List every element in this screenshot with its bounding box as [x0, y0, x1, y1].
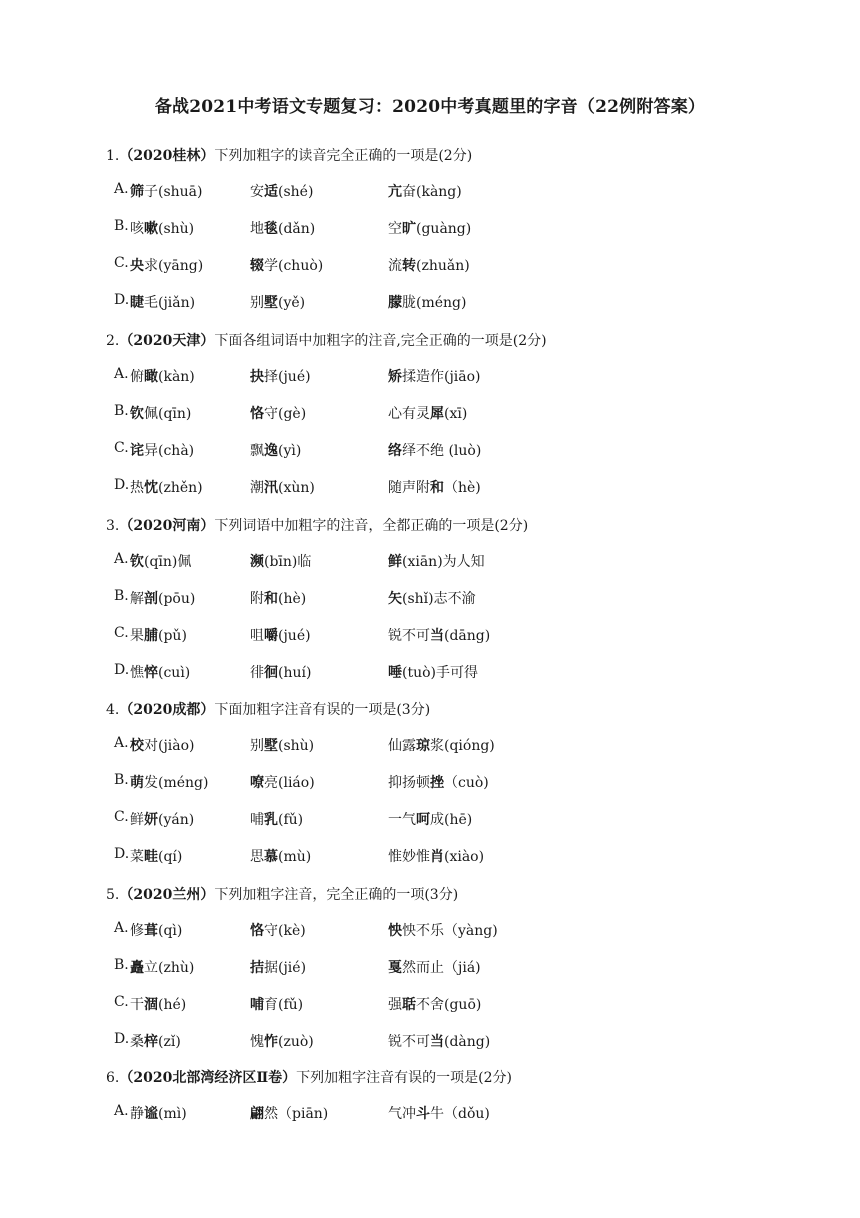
- option-label: B.: [114, 588, 129, 604]
- question-stem: [106, 515, 528, 535]
- bold-character: 梓: [144, 1034, 158, 1050]
- bold-character: 萌: [130, 775, 144, 791]
- document-title: 备战2021中考语文专题复习：2020中考真题里的字音（22例附答案）: [154, 97, 706, 117]
- option-word: 抑扬顿挫（cuò): [388, 775, 489, 791]
- bold-character: 琼: [416, 738, 430, 754]
- question-number: 5.: [106, 887, 120, 903]
- option-word: 戛然而止（jiá): [388, 960, 481, 976]
- option-word: 徘徊(huí): [250, 665, 312, 681]
- question-source: （2020桂林）: [119, 148, 215, 164]
- option-word: 愧怍(zuò): [250, 1034, 314, 1050]
- option-label: A.: [114, 181, 129, 197]
- question-stem: [106, 330, 547, 350]
- bold-character: 恪: [250, 406, 264, 422]
- option-word: 矢(shǐ)志不渝: [388, 591, 476, 607]
- option-word: 菜畦(qí): [130, 849, 183, 865]
- option-label: A.: [114, 1103, 129, 1119]
- option-label: B.: [114, 772, 129, 788]
- option-word: 诧异(chà): [130, 443, 195, 459]
- bold-character: 当: [430, 628, 444, 644]
- bold-character: 哺: [250, 997, 264, 1013]
- bold-character: 墅: [264, 738, 278, 754]
- question-text: 下面各组词语中加粗字的注音,完全正确的一项是(2分): [214, 333, 547, 349]
- question-number: 2.: [106, 333, 120, 349]
- bold-character: 肖: [430, 849, 444, 865]
- option-label: A.: [114, 551, 129, 567]
- bold-character: 和: [264, 591, 278, 607]
- option-word: 一气呵成(hē): [388, 812, 473, 828]
- option-word: 校对(jiào): [130, 738, 195, 754]
- option-label: B.: [114, 403, 129, 419]
- question-text: 下列词语中加粗字的注音，全都正确的一项是(2分): [214, 518, 529, 534]
- option-word: 抉择(jué): [250, 369, 311, 385]
- option-label: C.: [114, 255, 129, 271]
- bold-character: 濒: [250, 554, 264, 570]
- option-word: 强聒不舍(guō): [388, 997, 482, 1013]
- question-source: （2020北部湾经济区Ⅱ卷）: [119, 1070, 297, 1086]
- option-word: 桑梓(zǐ): [130, 1034, 181, 1050]
- option-word: 唾(tuò)手可得: [388, 665, 478, 681]
- option-label: A.: [114, 366, 129, 382]
- question-text: 下列加粗字的读音完全正确的一项是(2分): [214, 148, 473, 164]
- bold-character: 鲜: [388, 554, 402, 570]
- question-stem: [106, 699, 430, 719]
- option-word: 修葺(qì): [130, 923, 183, 939]
- option-word: 嘹亮(liáo): [250, 775, 315, 791]
- option-word: 鲜(xiān)为人知: [388, 554, 485, 570]
- bold-character: 钦: [130, 554, 144, 570]
- option-word: 空旷(guàng): [388, 221, 472, 237]
- option-word: 筛子(shuā): [130, 184, 203, 200]
- option-word: 络绎不绝 (luò): [388, 443, 482, 459]
- option-word: 朦胧(méng): [388, 295, 467, 311]
- option-word: 哺育(fǔ): [250, 997, 304, 1013]
- option-word: 热忱(zhěn): [130, 480, 203, 496]
- bold-character: 嗽: [144, 221, 158, 237]
- option-word: 果脯(pǔ): [130, 628, 187, 644]
- option-word: 恪守(gè): [250, 406, 307, 422]
- question-text: 下列加粗字注音有误的一项是(2分): [296, 1070, 512, 1086]
- bold-character: 聒: [402, 997, 416, 1013]
- option-label: D.: [114, 1031, 130, 1047]
- option-label: B.: [114, 218, 129, 234]
- bold-character: 亢: [388, 184, 402, 200]
- option-word: 咳嗽(shù): [130, 221, 195, 237]
- option-word: 别墅(shù): [250, 738, 315, 754]
- option-word: 央求(yāng): [130, 258, 204, 274]
- option-word: 流转(zhuǎn): [388, 258, 470, 274]
- bold-character: 矗: [130, 960, 144, 976]
- bold-character: 悴: [144, 665, 158, 681]
- option-word: 憔悴(cuì): [130, 665, 191, 681]
- question-number: 1.: [106, 148, 120, 164]
- bold-character: 络: [388, 443, 402, 459]
- bold-character: 嚼: [264, 628, 278, 644]
- option-label: C.: [114, 994, 129, 1010]
- bold-character: 恪: [250, 923, 264, 939]
- option-word: 锐不可当(dàng): [388, 1034, 491, 1050]
- bold-character: 怍: [264, 1034, 278, 1050]
- option-word: 辍学(chuò): [250, 258, 324, 274]
- option-label: B.: [114, 957, 129, 973]
- bold-character: 乳: [264, 812, 278, 828]
- bold-character: 钦: [130, 406, 144, 422]
- option-word: 别墅(yě): [250, 295, 306, 311]
- option-word: 气冲斗牛（dǒu): [388, 1106, 490, 1122]
- bold-character: 筛: [130, 184, 144, 200]
- bold-character: 矫: [388, 369, 402, 385]
- option-word: 飘逸(yì): [250, 443, 302, 459]
- bold-character: 怏: [388, 923, 402, 939]
- option-label: D.: [114, 662, 130, 678]
- bold-character: 拮: [250, 960, 264, 976]
- bold-character: 脯: [144, 628, 158, 644]
- question-stem: [106, 145, 472, 165]
- bold-character: 葺: [144, 923, 158, 939]
- bold-character: 呵: [416, 812, 430, 828]
- bold-character: 诧: [130, 443, 144, 459]
- option-word: 潮汛(xùn): [250, 480, 315, 496]
- bold-character: 徊: [264, 665, 278, 681]
- bold-character: 挫: [430, 775, 444, 791]
- option-word: 地毯(dǎn): [250, 221, 316, 237]
- option-word: 亢奋(kàng): [388, 184, 462, 200]
- bold-character: 妍: [144, 812, 158, 828]
- bold-character: 涸: [144, 997, 158, 1013]
- option-label: C.: [114, 809, 129, 825]
- option-word: 解剖(pōu): [130, 591, 196, 607]
- question-stem: [106, 1067, 512, 1087]
- option-label: D.: [114, 477, 130, 493]
- question-text: 下面加粗字注音有误的一项是(3分): [214, 702, 431, 718]
- bold-character: 和: [430, 480, 444, 496]
- bold-character: 转: [402, 258, 416, 274]
- bold-character: 央: [130, 258, 144, 274]
- option-word: 俯瞰(kàn): [130, 369, 195, 385]
- bold-character: 朦: [388, 295, 402, 311]
- question-number: 4.: [106, 702, 120, 718]
- option-word: 静谧(mì): [130, 1106, 187, 1122]
- question-source: （2020河南）: [119, 518, 215, 534]
- bold-character: 瞰: [144, 369, 158, 385]
- bold-character: 逸: [264, 443, 278, 459]
- option-word: 鲜妍(yán): [130, 812, 195, 828]
- bold-character: 谧: [144, 1106, 158, 1122]
- bold-character: 翩: [250, 1106, 264, 1122]
- option-word: 心有灵犀(xī): [388, 406, 468, 422]
- bold-character: 戛: [388, 960, 402, 976]
- option-word: 安适(shé): [250, 184, 314, 200]
- option-word: 拮据(jié): [250, 960, 307, 976]
- option-word: 睫毛(jiǎn): [130, 295, 196, 311]
- bold-character: 抉: [250, 369, 264, 385]
- option-word: 咀嚼(jué): [250, 628, 311, 644]
- bold-character: 犀: [430, 406, 444, 422]
- option-word: 濒(bīn)临: [250, 554, 312, 570]
- option-word: 仙露琼浆(qióng): [388, 738, 495, 754]
- option-word: 哺乳(fǔ): [250, 812, 304, 828]
- option-label: C.: [114, 625, 129, 641]
- bold-character: 辍: [250, 258, 264, 274]
- option-word: 恪守(kè): [250, 923, 306, 939]
- option-word: 干涸(hé): [130, 997, 187, 1013]
- option-word: 萌发(méng): [130, 775, 209, 791]
- bold-character: 剖: [144, 591, 158, 607]
- bold-character: 忱: [144, 480, 158, 496]
- option-label: C.: [114, 440, 129, 456]
- bold-character: 当: [430, 1034, 444, 1050]
- bold-character: 矢: [388, 591, 402, 607]
- bold-character: 汛: [264, 480, 278, 496]
- option-word: 锐不可当(dāng): [388, 628, 491, 644]
- bold-character: 墅: [264, 295, 278, 311]
- bold-character: 嘹: [250, 775, 264, 791]
- option-word: 矫揉造作(jiāo): [388, 369, 481, 385]
- question-source: （2020成都）: [119, 702, 215, 718]
- option-word: 矗立(zhù): [130, 960, 195, 976]
- bold-character: 斗: [416, 1106, 430, 1122]
- option-label: D.: [114, 292, 130, 308]
- option-word: 附和(hè): [250, 591, 307, 607]
- bold-character: 毯: [264, 221, 278, 237]
- option-word: 思慕(mù): [250, 849, 312, 865]
- bold-character: 畦: [144, 849, 158, 865]
- option-word: 怏怏不乐（yàng): [388, 923, 498, 939]
- option-label: A.: [114, 735, 129, 751]
- question-source: （2020兰州）: [119, 887, 215, 903]
- question-number: 6.: [106, 1070, 120, 1086]
- option-word: 钦佩(qīn): [130, 406, 192, 422]
- question-stem: [106, 884, 458, 904]
- bold-character: 唾: [388, 665, 402, 681]
- option-word: 翩然（piān): [250, 1106, 329, 1122]
- option-word: 钦(qīn)佩: [130, 554, 192, 570]
- bold-character: 睫: [130, 295, 144, 311]
- bold-character: 适: [264, 184, 278, 200]
- bold-character: 旷: [402, 221, 416, 237]
- option-label: A.: [114, 920, 129, 936]
- bold-character: 校: [130, 738, 144, 754]
- question-number: 3.: [106, 518, 120, 534]
- option-word: 惟妙惟肖(xiào): [388, 849, 485, 865]
- bold-character: 慕: [264, 849, 278, 865]
- option-label: D.: [114, 846, 130, 862]
- option-word: 随声附和（hè): [388, 480, 481, 496]
- question-text: 下列加粗字注音，完全正确的一项(3分): [214, 887, 459, 903]
- question-source: （2020天津）: [119, 333, 215, 349]
